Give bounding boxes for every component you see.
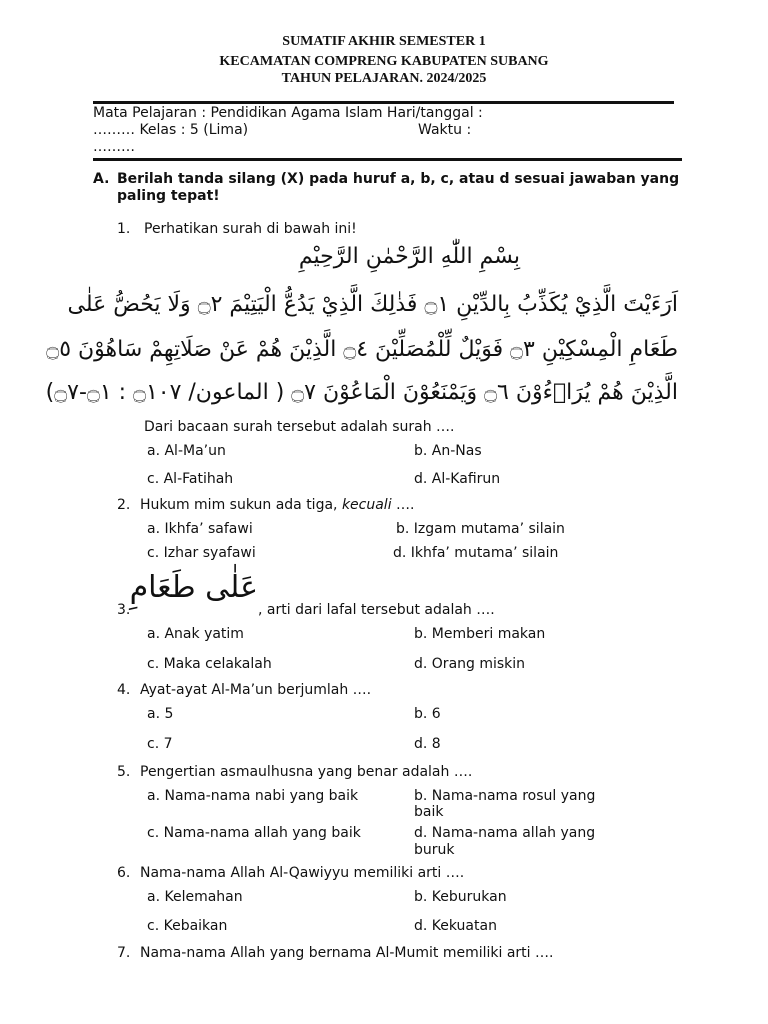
q2-option-c[interactable]: c. Izhar syafawi bbox=[147, 545, 256, 561]
q2-text bbox=[140, 497, 415, 513]
q2-text-end: …. bbox=[391, 497, 415, 513]
q1-option-b[interactable]: b. An-Nas bbox=[414, 443, 482, 459]
q2-text-main: Hukum mim sukun ada tiga, bbox=[140, 497, 342, 513]
q5-option-b-cont[interactable]: baik bbox=[414, 804, 444, 820]
q5-option-c[interactable]: c. Nama-nama allah yang baik bbox=[147, 825, 361, 841]
q4-number: 4. bbox=[117, 682, 131, 698]
q3-text: , arti dari lafal tersebut adalah …. bbox=[258, 602, 495, 618]
q3-option-c[interactable]: c. Maka celakalah bbox=[147, 656, 272, 672]
exam-year: TAHUN PELAJARAN. 2024/2025 bbox=[281, 71, 487, 86]
q1-verse-line-2: طَعَامِ الْمِسْكِيْنِ ۝٣ فَوَيْلٌ لِّلْمُصَلِّيْنَ ۝٤ الَّذِيْنَ هُمْ عَنْ صَلَاتِهِمْ سَاهُوْنَ ۝٥ bbox=[46, 337, 678, 362]
q5-option-d[interactable]: d. Nama-nama allah yang bbox=[414, 825, 596, 841]
q6-number: 6. bbox=[117, 865, 131, 881]
info-row-dots: ……… bbox=[93, 139, 135, 155]
q7-number: 7. bbox=[117, 945, 131, 961]
q3-option-a[interactable]: a. Anak yatim bbox=[147, 626, 244, 642]
exam-title: SUMATIF AKHIR SEMESTER 1 bbox=[282, 34, 486, 49]
q1-verse-line-1: اَرَءَيْتَ الَّذِيْ يُكَذِّبُ بِالدِّيْنِ ۝١ فَذٰلِكَ الَّذِيْ يَدُعُّ الْيَتِيْمَ ۝٢ وَلَا يَحُضُّ عَلٰى bbox=[67, 292, 678, 317]
section-letter: A. bbox=[93, 171, 110, 187]
exam-district: KECAMATAN COMPRENG KABUPATEN SUBANG bbox=[219, 54, 549, 69]
q2-option-a[interactable]: a. Ikhfa’ safawi bbox=[147, 521, 253, 537]
q2-option-d[interactable]: d. Ikhfa’ mutama’ silain bbox=[393, 545, 559, 561]
info-row-subject: Mata Pelajaran : Pendidikan Agama Islam Hari/tanggal : bbox=[93, 105, 483, 121]
q6-option-a[interactable]: a. Kelemahan bbox=[147, 889, 243, 905]
q5-option-d-cont[interactable]: buruk bbox=[414, 842, 455, 858]
q6-text: Nama-nama Allah Al-Qawiyyu memiliki arti …. bbox=[140, 865, 465, 881]
q6-option-b[interactable]: b. Keburukan bbox=[414, 889, 507, 905]
q4-text: Ayat-ayat Al-Ma’un berjumlah …. bbox=[140, 682, 372, 698]
q1-number: 1. bbox=[117, 221, 131, 237]
q3-number: 3. bbox=[117, 602, 131, 618]
q5-option-a[interactable]: a. Nama-nama nabi yang baik bbox=[147, 788, 359, 804]
header-divider-bottom bbox=[93, 158, 682, 161]
q2-text-emphasis: kecuali bbox=[341, 497, 392, 513]
q4-option-d[interactable]: d. 8 bbox=[414, 736, 441, 752]
info-row-time: Waktu : bbox=[418, 122, 472, 138]
q3-arabic-phrase: عَلٰى طَعَامِ bbox=[129, 570, 258, 605]
q1-option-d[interactable]: d. Al-Kafirun bbox=[414, 471, 501, 487]
q4-option-a[interactable]: a. 5 bbox=[147, 706, 174, 722]
q5-text: Pengertian asmaulhusna yang benar adalah …. bbox=[140, 764, 473, 780]
q7-text: Nama-nama Allah yang bernama Al-Mumit memiliki arti …. bbox=[140, 945, 554, 961]
q6-option-c[interactable]: c. Kebaikan bbox=[147, 918, 228, 934]
q1-question: Dari bacaan surah tersebut adalah surah …. bbox=[144, 419, 455, 435]
info-row-class: ……… Kelas : 5 (Lima) bbox=[93, 122, 249, 138]
q3-option-d[interactable]: d. Orang miskin bbox=[414, 656, 526, 672]
q3-option-b[interactable]: b. Memberi makan bbox=[414, 626, 546, 642]
q4-option-c[interactable]: c. 7 bbox=[147, 736, 173, 752]
q1-verse-line-3: الَّذِيْنَ هُمْ يُرَاۤءُوْنَ ۝٦ وَيَمْنَعُوْنَ الْمَاعُوْنَ ۝٧ ( الماعون/ ۝١٠٧ : ۝١-۝٧) bbox=[45, 380, 678, 405]
q5-option-b[interactable]: b. Nama-nama rosul yang bbox=[414, 788, 596, 804]
q1-option-a[interactable]: a. Al-Ma’un bbox=[147, 443, 226, 459]
q1-option-c[interactable]: c. Al-Fatihah bbox=[147, 471, 234, 487]
section-instruction-1: Berilah tanda silang (X) pada huruf a, b, c, atau d sesuai jawaban yang bbox=[117, 171, 680, 187]
q6-option-d[interactable]: d. Kekuatan bbox=[414, 918, 497, 934]
section-instruction-2: paling tepat! bbox=[117, 188, 220, 204]
q5-number: 5. bbox=[117, 764, 131, 780]
q2-option-b[interactable]: b. Izgam mutama’ silain bbox=[396, 521, 565, 537]
q1-text: Perhatikan surah di bawah ini! bbox=[144, 221, 357, 237]
q1-basmalah: بِسْمِ اللّٰهِ الرَّحْمٰنِ الرَّحِيْمِ bbox=[298, 244, 520, 269]
header-divider-top bbox=[93, 101, 674, 104]
q2-number: 2. bbox=[117, 497, 131, 513]
q4-option-b[interactable]: b. 6 bbox=[414, 706, 441, 722]
